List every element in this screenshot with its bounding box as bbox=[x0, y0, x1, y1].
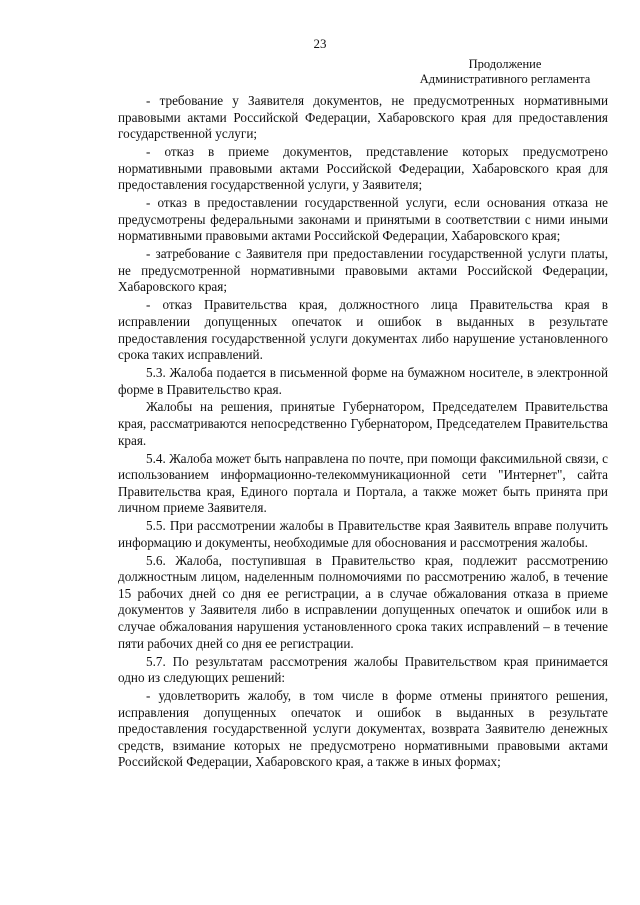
header-continuation: Продолжение bbox=[468, 57, 542, 71]
paragraph: - отказ в предоставлении государственной услуги, если основания отказа не предусмотрены федеральными законами и принятыми в соответствии с ними иными нормативными правовыми актами Российской Федерации, Хабаровского края; bbox=[118, 195, 608, 244]
paragraph: - отказ в приеме документов, представление которых предусмотрено нормативными правовыми актами Российской Федерации, Хабаровского края для предоставления государственной услуги, у Заявителя; bbox=[118, 144, 608, 193]
document-body bbox=[118, 93, 608, 772]
paragraph: - требование у Заявителя документов, не предусмотренных нормативными правовыми актами Российской Федерации, Хабаровского края для предоставления государственной услуги; bbox=[118, 93, 608, 142]
header-note bbox=[400, 57, 610, 87]
page-number: 23 bbox=[313, 36, 327, 51]
paragraph: 5.7. По результатам рассмотрения жалобы Правительством края принимается одно из следующих решений: bbox=[118, 653, 608, 686]
paragraph: 5.5. При рассмотрении жалобы в Правительстве края Заявитель вправе получить информацию и документы, необходимые для обоснования и рассмотрения жалобы. bbox=[118, 518, 608, 550]
paragraph: - отказ Правительства края, должностного лица Правительства края в исправлении допущенных опечаток и ошибок в выданных в результате предоставления государственной услуги документах либо нарушение установленного срока таких исправлений. bbox=[118, 297, 608, 363]
header-regulation: Административного регламента bbox=[419, 72, 591, 86]
paragraph: 5.6. Жалоба, поступившая в Правительство края, подлежит рассмотрению должностным лицом, наделенным полномочиями по рассмотрению жалоб, в течение 15 рабочих дней со дня ее регистрации, а в случае обжалования отказа в приеме документов у Заявителя либо в исправлении допущенных опечаток и ошибок или в случае обжалования нарушения установленного срока таких исправлений – в течение пяти рабочих дней со дня ее регистрации. bbox=[118, 552, 608, 651]
paragraph: - затребование с Заявителя при предоставлении государственной услуги платы, не предусмотренной нормативными правовыми актами Российской Федерации, Хабаровского края; bbox=[118, 246, 608, 295]
paragraph: 5.3. Жалоба подается в письменной форме на бумажном носителе, в электронной форме в Правительство края. bbox=[118, 364, 608, 397]
paragraph: Жалобы на решения, принятые Губернатором, Председателем Правительства края, рассматриваются непосредственно Губернатором, Председателем Правительства края. bbox=[118, 399, 608, 448]
paragraph: 5.4. Жалоба может быть направлена по почте, при помощи факсимильной связи, с использованием информационно-телекоммуникационной сети "Интернет", сайта Правительства края, Единого портала и Портала, а также может быть принята при личном приеме Заявителя. bbox=[118, 450, 608, 516]
paragraph: - удовлетворить жалобу, в том числе в форме отмены принятого решения, исправления допущенных опечаток и ошибок в выданных в результате предоставления государственной услуги документах, возврата Заявителю денежных средств, взимание которых не предусмотрено нормативными правовыми актами Российской Федерации, Хабаровского края, а также в иных формах; bbox=[118, 688, 608, 770]
